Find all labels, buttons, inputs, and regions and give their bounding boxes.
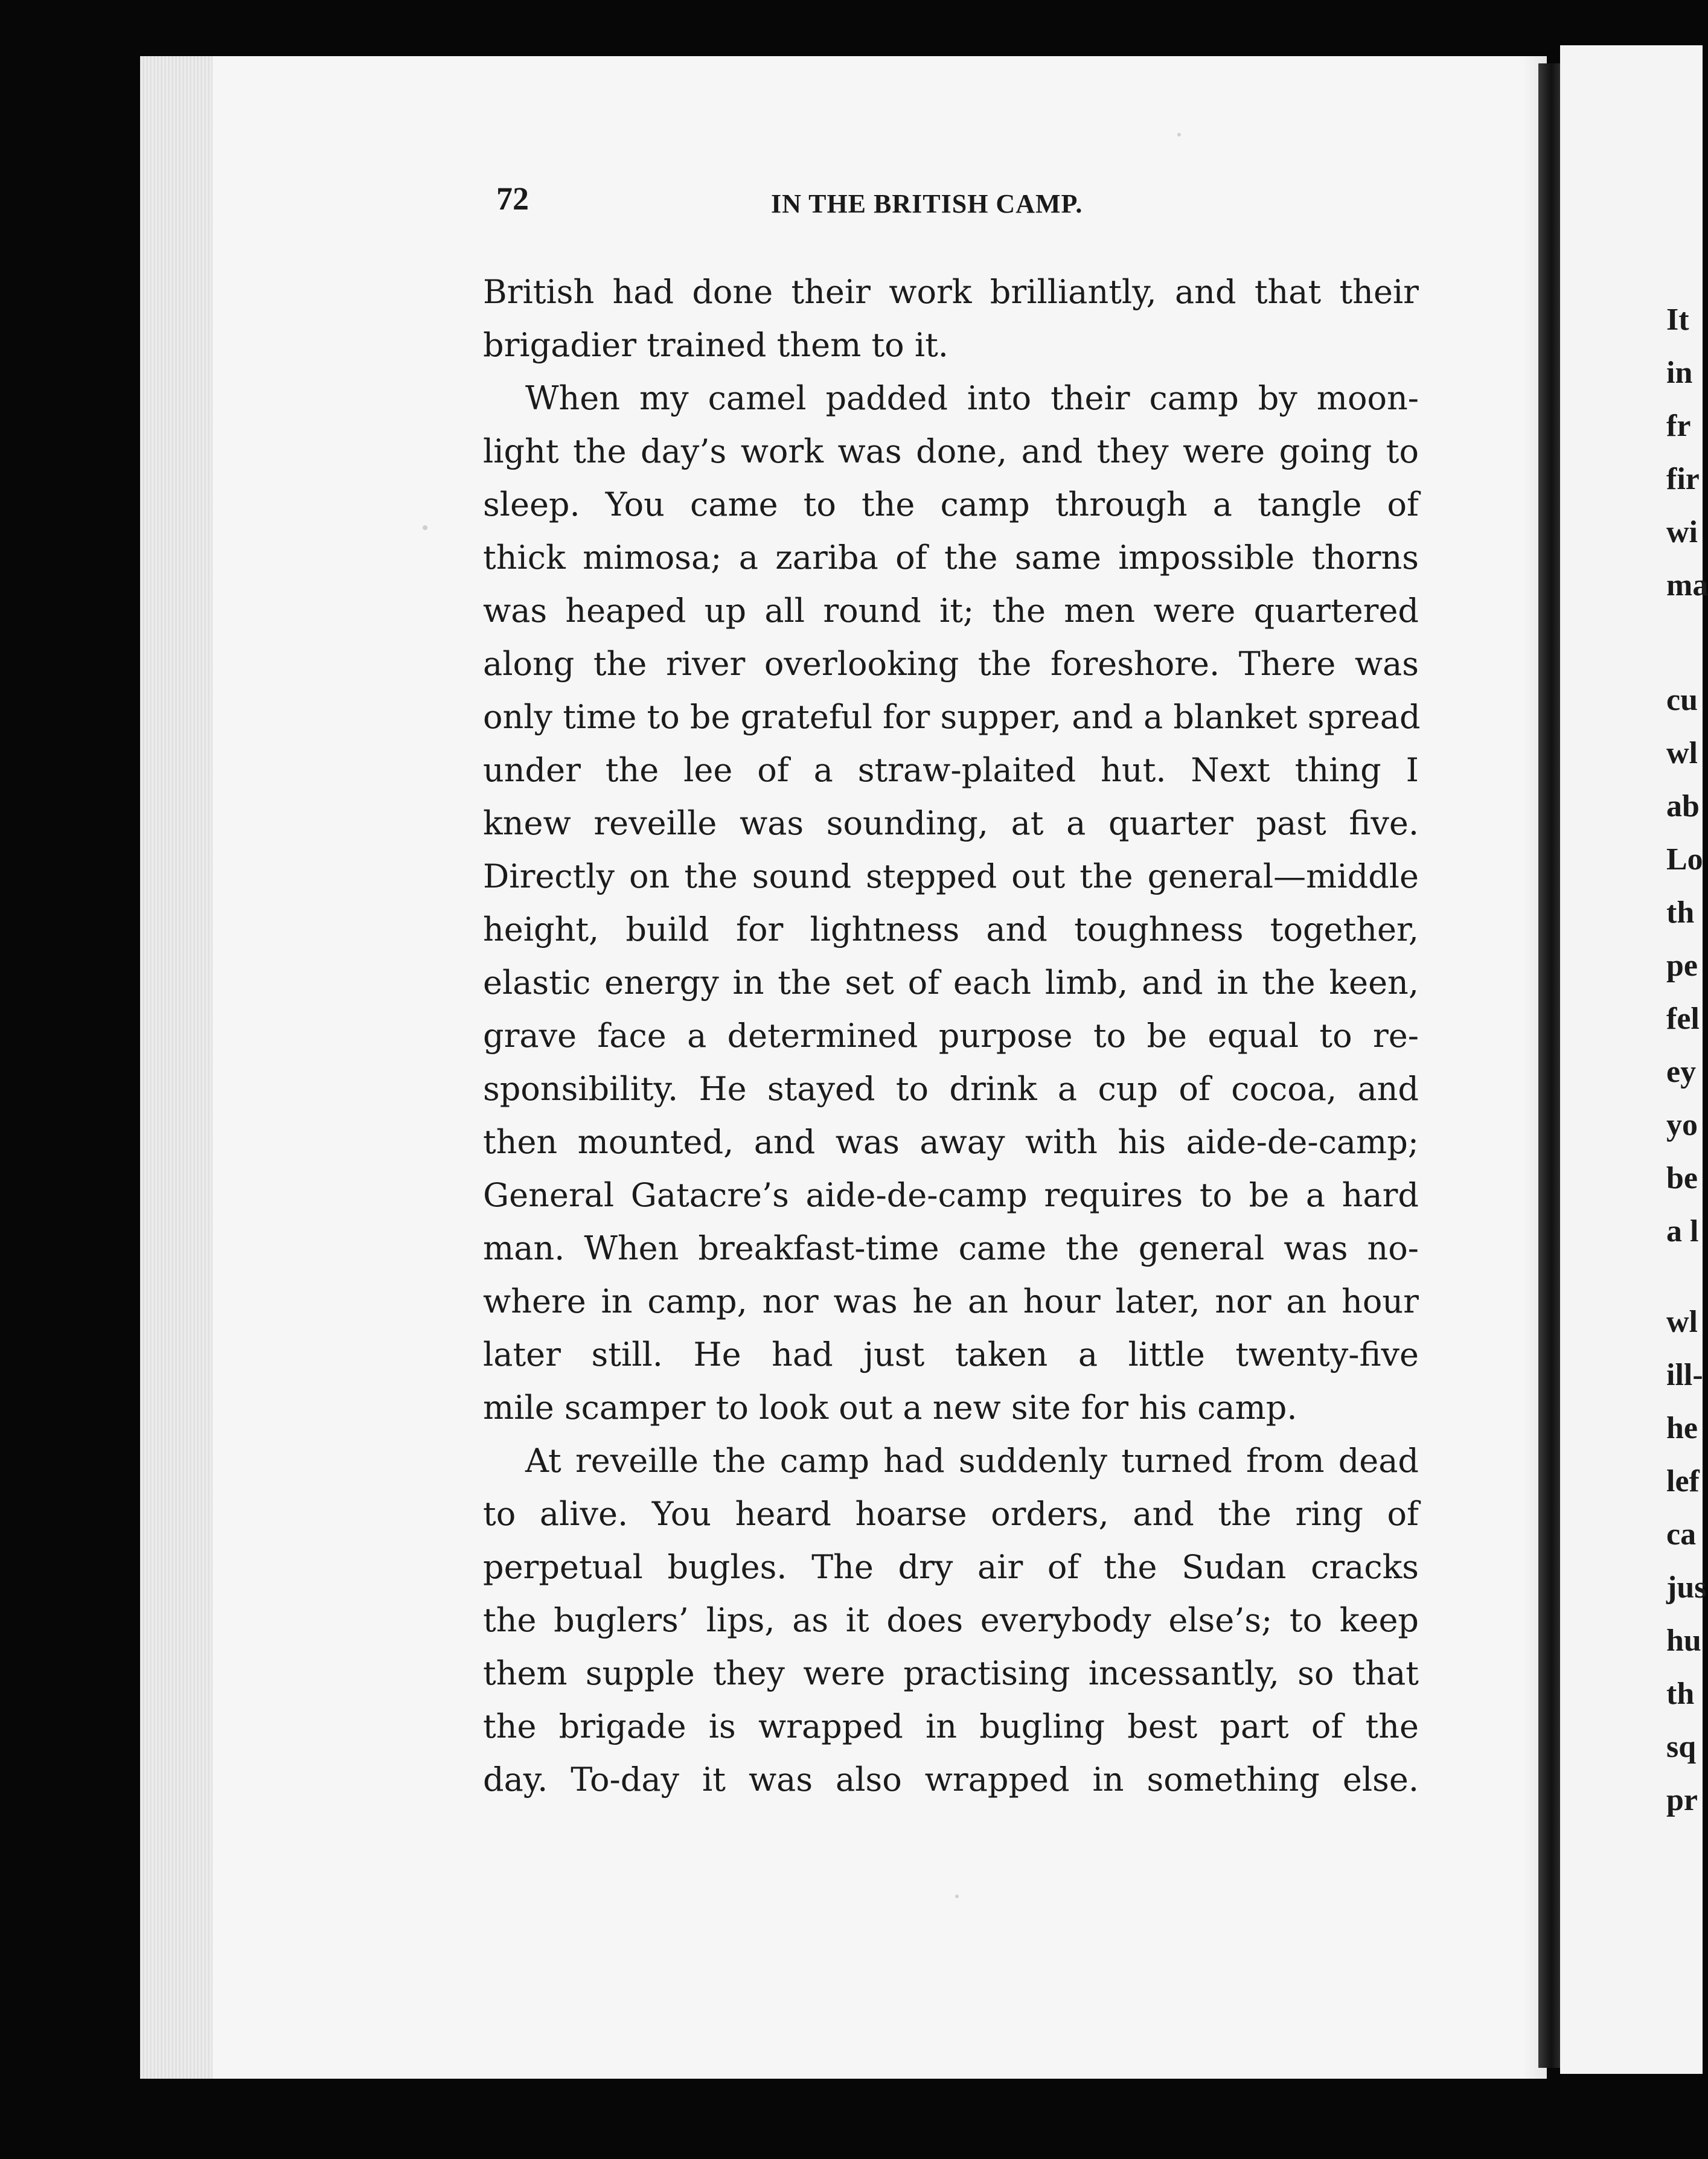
text-line: the buglers’ lips, as it does everybody else’s; to keep xyxy=(483,1601,1419,1639)
fragment: sq xyxy=(1666,1730,1697,1764)
fragment: be xyxy=(1666,1161,1698,1195)
text-line: them supple they were practising incessantly, so that xyxy=(483,1654,1419,1692)
fragment: lef xyxy=(1666,1464,1700,1499)
text-line: sleep. You came to the camp through a tangle of xyxy=(483,485,1419,523)
text-line: man. When breakfast-time came the general was no- xyxy=(483,1229,1419,1267)
fragment: It xyxy=(1666,302,1689,337)
fragment: ma xyxy=(1666,568,1708,603)
fragment: fir xyxy=(1666,462,1700,496)
text-line: under the lee of a straw-plaited hut. Next thing I xyxy=(483,751,1419,789)
fragment: pr xyxy=(1666,1783,1698,1817)
running-title: IN THE BRITISH CAMP. xyxy=(771,189,1083,219)
fragment: wl xyxy=(1666,736,1698,770)
text-line: elastic energy in the set of each limb, and in the keen, xyxy=(483,964,1419,1002)
text-line: mile scamper to look out a new site for his camp. xyxy=(483,1389,1297,1427)
fragment: ey xyxy=(1666,1055,1697,1089)
fragment: wl xyxy=(1666,1305,1698,1339)
text-line: day. To-day it was also wrapped in something else. xyxy=(483,1761,1419,1799)
text-line: perpetual bugles. The dry air of the Sudan cracks xyxy=(483,1548,1419,1586)
fragment: jus xyxy=(1666,1570,1707,1605)
fragment: fel xyxy=(1666,1002,1700,1036)
scan-speck xyxy=(1177,133,1181,136)
text-line: height, build for lightness and toughness together, xyxy=(483,910,1419,948)
text-line: then mounted, and was away with his aide-de-camp; xyxy=(483,1123,1419,1161)
body-text xyxy=(483,266,1419,1806)
page-edge xyxy=(140,56,213,2079)
page-number: 72 xyxy=(496,181,529,217)
text-line: the brigade is wrapped in bugling best part of the xyxy=(483,1707,1419,1745)
text-line: where in camp, nor was he an hour later, nor an hour xyxy=(483,1282,1419,1320)
text-line: along the river overlooking the foreshore. There was xyxy=(483,645,1419,683)
text-line: thick mimosa; a zariba of the same impossible thorns xyxy=(483,539,1419,577)
fragment: pe xyxy=(1666,948,1698,983)
text-line: only time to be grateful for supper, and a blanket spread xyxy=(483,698,1421,736)
text-line: British had done their work brilliantly, and that their xyxy=(483,273,1419,311)
text-line: General Gatacre’s aide-de-camp requires to be a hard xyxy=(483,1176,1419,1214)
fragment: yo xyxy=(1666,1108,1698,1142)
book-spine xyxy=(1538,63,1560,2068)
fragment: wi xyxy=(1666,515,1698,549)
text-line: to alive. You heard hoarse orders, and the ring of xyxy=(483,1495,1419,1533)
fragment: ill- xyxy=(1666,1358,1703,1392)
fragment: Lo xyxy=(1666,842,1703,877)
fragment: a l xyxy=(1666,1214,1699,1249)
text-line: later still. He had just taken a little twenty-five xyxy=(483,1335,1419,1374)
text-line: knew reveille was sounding, at a quarter past five. xyxy=(483,804,1419,842)
text-line: was heaped up all round it; the men were quartered xyxy=(483,592,1419,630)
text-line: Directly on the sound stepped out the general—middle xyxy=(483,857,1419,895)
scan-speck xyxy=(955,1895,959,1898)
text-line: brigadier trained them to it. xyxy=(483,326,948,364)
text-line: light the day’s work was done, and they were going to xyxy=(483,432,1419,470)
fragment: he xyxy=(1666,1411,1698,1445)
fragment: hu xyxy=(1666,1623,1701,1658)
text-line: At reveille the camp had suddenly turned from dead xyxy=(525,1442,1419,1480)
fragment: ab xyxy=(1666,789,1700,824)
fragment: cu xyxy=(1666,683,1698,717)
running-head xyxy=(496,180,1269,228)
fragment: ca xyxy=(1666,1517,1697,1552)
fragment: fr xyxy=(1666,409,1691,443)
scan-speck xyxy=(423,525,427,530)
text-line: When my camel padded into their camp by moon- xyxy=(525,379,1419,417)
fragment: th xyxy=(1666,895,1695,930)
fragment: th xyxy=(1666,1677,1695,1711)
text-line: grave face a determined purpose to be equal to re- xyxy=(483,1017,1419,1055)
fragment: in xyxy=(1666,356,1693,390)
text-line: sponsibility. He stayed to drink a cup of cocoa, and xyxy=(483,1070,1419,1108)
